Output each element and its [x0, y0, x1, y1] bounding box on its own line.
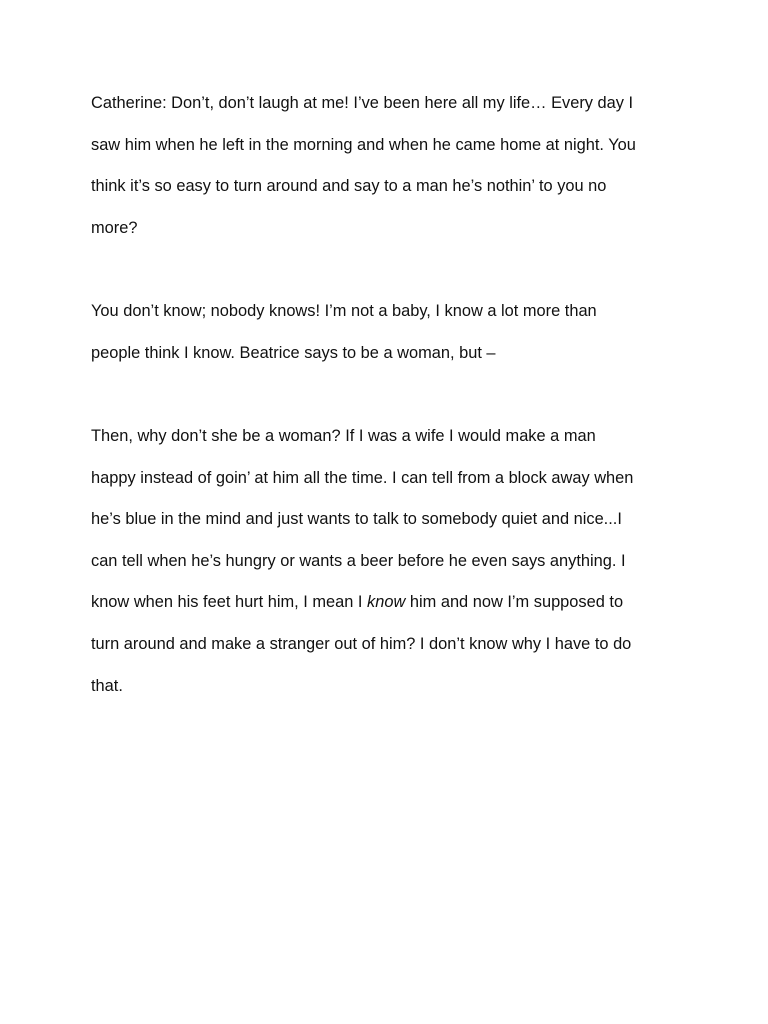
text-line: can tell when he’s hungry or wants a beer before he even says anything. I: [91, 551, 626, 570]
text-run: him and now I’m supposed to: [405, 593, 624, 612]
text-line: [91, 582, 691, 624]
emphasized-word: know: [367, 593, 406, 612]
text-line: You don’t know; nobody knows! I’m not a baby, I know a lot more than: [91, 302, 597, 320]
paragraph-3: [91, 416, 691, 707]
text-line: saw him when he left in the morning and when he came home at night. You: [91, 135, 636, 154]
text-line: Catherine: Don’t, don’t laugh at me! I’ve been here all my life… Every day I: [91, 94, 634, 112]
text-line: more?: [91, 218, 138, 237]
text-line: Then, why don’t she be a woman? If I was a wife I would make a man: [91, 427, 596, 445]
text-line: people think I know. Beatrice says to be a woman, but –: [91, 343, 496, 362]
paragraph-2: [91, 291, 691, 374]
paragraph-1: [91, 83, 691, 249]
text-line: that.: [91, 676, 123, 695]
text-line: turn around and make a stranger out of him? I don’t know why I have to do: [91, 634, 632, 653]
text-line: think it’s so easy to turn around and say to a man he’s nothin’ to you no: [91, 177, 607, 196]
text-line: he’s blue in the mind and just wants to talk to somebody quiet and nice...I: [91, 510, 622, 529]
text-run: know when his feet hurt him, I mean I: [91, 593, 368, 612]
text-line: happy instead of goin’ at him all the time. I can tell from a block away when: [91, 468, 634, 487]
